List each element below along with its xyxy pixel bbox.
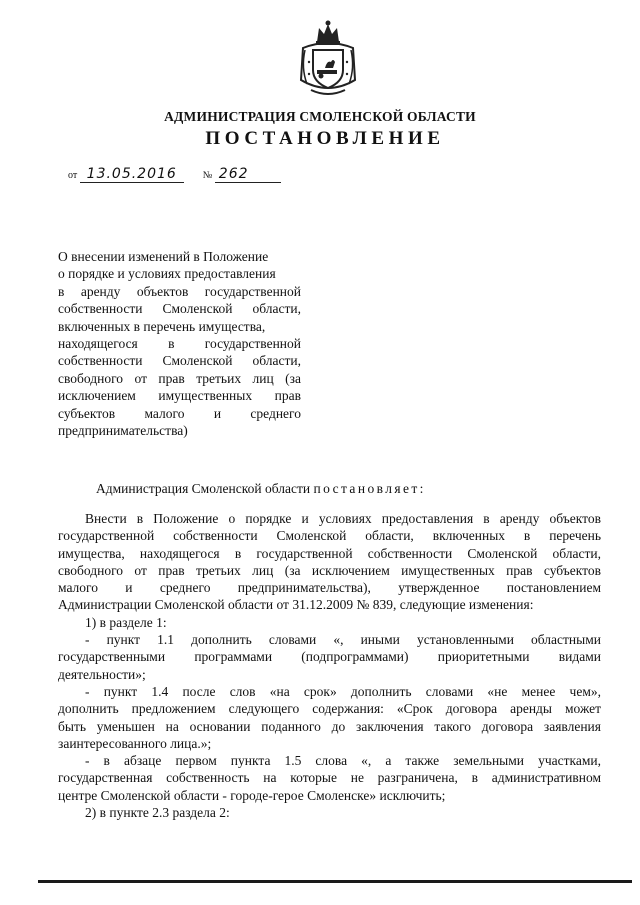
bottom-divider: [38, 880, 632, 883]
body-line: - пункт 1.1 дополнить словами «, иными установленными областными: [85, 632, 601, 648]
body-line: свободного от прав третьих лиц (за исключением имущественных прав субъектов: [58, 562, 601, 578]
body-line: 1) в разделе 1:: [85, 614, 167, 630]
body-line: Внести в Положение о порядке и условиях предоставления в аренду объектов: [85, 511, 601, 526]
body-line: - пункт 1.4 после слов «на срок» дополнить словами «не менее чем»,: [85, 683, 601, 699]
body-line: государственная собственность на которые не разграничена, в административном: [58, 770, 601, 786]
body-line: быть уменьшен на основании поданного до заключения такого договора заявления: [58, 718, 601, 734]
document-subject: [58, 248, 301, 439]
body-line: заинтересованного лица.»;: [58, 735, 212, 751]
body-line: дополнить предложением следующего содержания: «Срок договора аренды может: [58, 701, 601, 717]
date-from-label: от: [68, 170, 78, 181]
subject-line: находящегося в государственной: [58, 336, 301, 352]
subject-line: о порядке и условиях предоставления: [58, 266, 276, 282]
body-line: государственной собственности Смоленской области, включенных в перечень: [58, 528, 601, 544]
body-line: Администрации Смоленской области от 31.12.2009 № 839, следующие изменения:: [58, 597, 534, 613]
body-line: имущества, находящегося в государственной собственности Смоленской области,: [58, 545, 601, 561]
decree-verb: постановляет:: [313, 481, 426, 496]
subject-line: собственности Смоленской области,: [58, 353, 301, 369]
coat-of-arms-icon: [297, 18, 359, 98]
body-line: государственными программами (подпрограммами) приоритетными видами: [58, 649, 601, 665]
subject-line: собственности Смоленской области,: [58, 301, 301, 317]
body-line: центре Смоленской области - городе-герое Смоленске» исключить;: [58, 787, 446, 803]
subject-line: включенных в перечень имущества,: [58, 318, 266, 334]
document-body: [58, 510, 601, 821]
subject-line: предпринимательства): [58, 423, 188, 439]
body-line: малого и среднего предпринимательства), утвержденное постановлением: [58, 580, 601, 596]
body-line: - в абзаце первом пункта 1.5 слова «, а также земельными участками,: [85, 753, 601, 769]
date-number-line: [68, 166, 281, 183]
subject-line: исключением имущественных прав: [58, 388, 301, 404]
document-date: 13.05.2016: [80, 166, 184, 183]
subject-line: в аренду объектов государственной: [58, 283, 301, 299]
number-label: №: [202, 170, 213, 181]
decree-intro: [96, 481, 426, 497]
body-line: 2) в пункте 2.3 раздела 2:: [85, 805, 230, 821]
organization-name: АДМИНИСТРАЦИЯ СМОЛЕНСКОЙ ОБЛАСТИ: [164, 109, 476, 124]
document-type-title: ПОСТАНОВЛЕНИЕ: [205, 128, 445, 149]
decree-intro-text: Администрация Смоленской области: [96, 481, 311, 496]
subject-line: О внесении изменений в Положение: [58, 249, 269, 264]
body-line: деятельности»;: [58, 666, 146, 682]
subject-line: субъектов малого и среднего: [58, 405, 301, 421]
document-number: 262: [215, 166, 281, 183]
subject-line: свободного от прав третьих лиц (за: [58, 370, 301, 386]
